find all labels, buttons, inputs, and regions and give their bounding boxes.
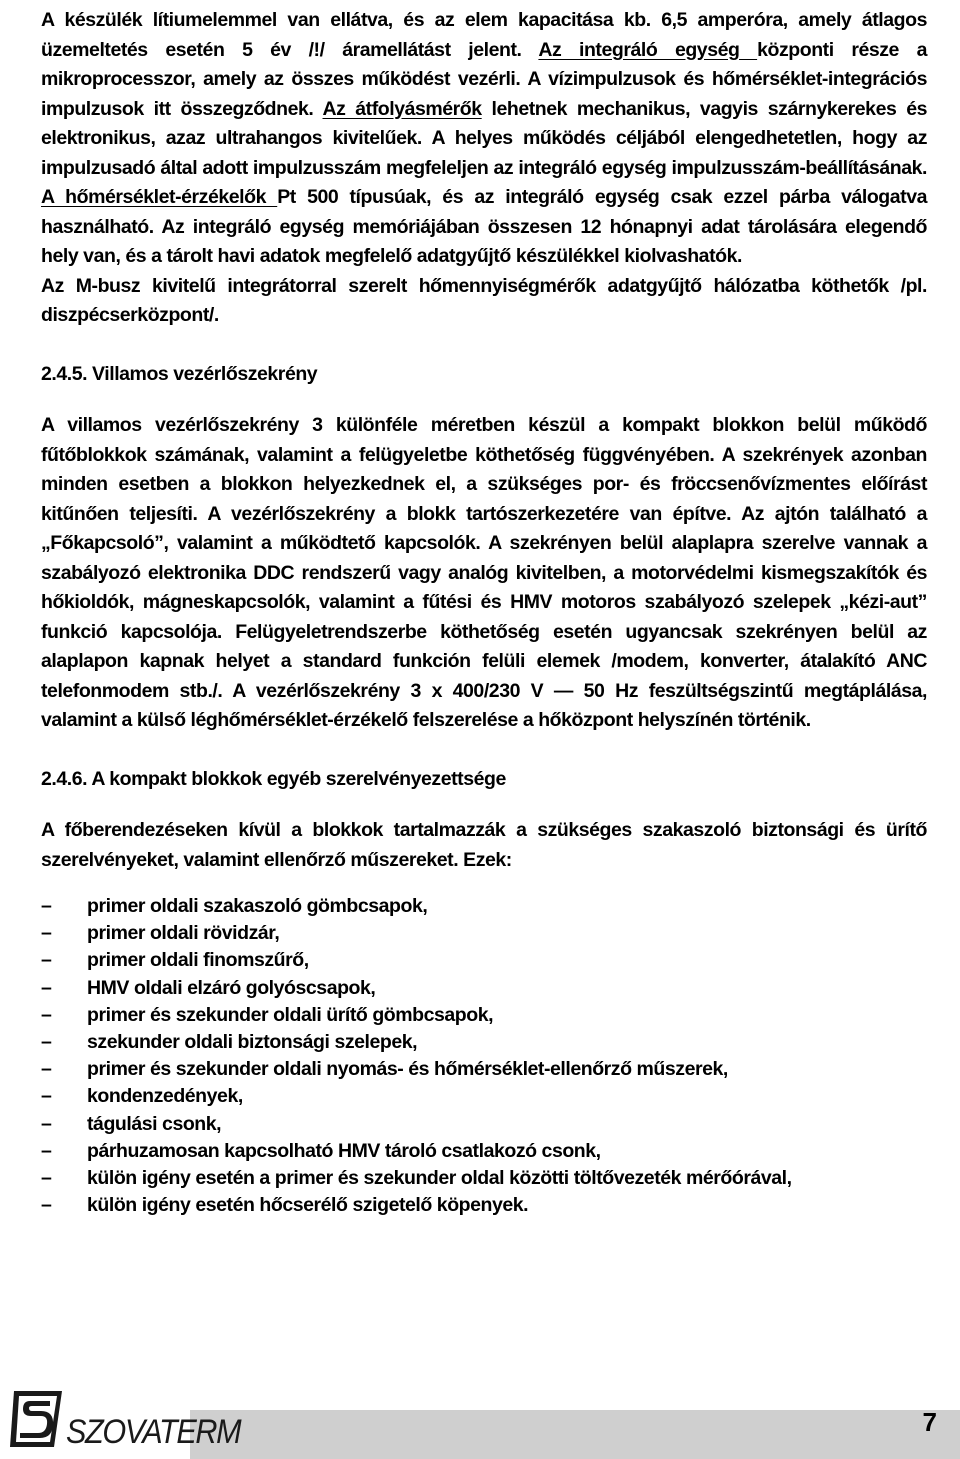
underlined-term-flowmeters: Az átfolyásmérők bbox=[322, 97, 482, 120]
list-item: – szekunder oldali biztonsági szelepek, bbox=[41, 1029, 927, 1056]
paragraph-mbus: Az M-busz kivitelű integrátorral szerelt hőmennyiségmérők adatgyűjtő hálózatba köthetők /pl. diszpécserközpont/. bbox=[41, 274, 927, 326]
szovaterm-logo-icon bbox=[10, 1383, 74, 1451]
list-item: – primer oldali finomszűrő, bbox=[41, 947, 927, 974]
text-run: lehetnek mechanikus, vagyis szárnykerekes és elektronikus, azaz ultrahangos kivitelűek. A helyes működés céljából elengedhetetlen, hogy az impulzusadó által adott impulzusszám megfeleljen az integráló egység impulzusszám-beállításának. bbox=[41, 97, 928, 179]
list-item: – párhuzamosan kapcsolható HMV tároló csatlakozó csonk, bbox=[41, 1138, 927, 1165]
paragraph-integrator bbox=[41, 6, 927, 272]
document-page bbox=[41, 6, 927, 1219]
list-item: – tágulási csonk, bbox=[41, 1111, 927, 1138]
list-item: – HMV oldali elzáró golyóscsapok, bbox=[41, 975, 927, 1002]
list-item: – kondenzedények, bbox=[41, 1083, 927, 1110]
footer-bar bbox=[190, 1410, 960, 1459]
section-heading-2-4-6: 2.4.6. A kompakt blokkok egyéb szerelvényezettsége bbox=[41, 767, 506, 790]
text-run: központi része a mikroprocesszor, amely az összes működést vezérli. A vízimpulzusok és hőmérséklet-integrációs impulzusok itt összegződnek. bbox=[41, 38, 927, 120]
list-item: – külön igény esetén hőcserélő szigetelő köpenyek. bbox=[41, 1192, 927, 1219]
fittings-list bbox=[41, 893, 927, 1219]
page-number: 7 bbox=[922, 1407, 937, 1437]
text-run: A készülék lítiumelemmel van ellátva, és az elem kapacitása kb. 6,5 amperóra, amely átlagos üzemeltetés esetén 5 év /!/ áramellátást jelent. bbox=[41, 9, 927, 61]
list-item: – külön igény esetén a primer és szekunder oldal közötti töltővezeték mérőórával, bbox=[41, 1165, 927, 1192]
list-item: – primer és szekunder oldali nyomás- és hőmérséklet-ellenőrző műszerek, bbox=[41, 1056, 927, 1083]
page-footer bbox=[0, 1383, 960, 1459]
list-item: – primer oldali szakaszoló gömbcsapok, bbox=[41, 893, 927, 920]
list-item: – primer oldali rövidzár, bbox=[41, 920, 927, 947]
underlined-term-integrator: Az integráló egység bbox=[538, 38, 758, 61]
paragraph-control-cabinet: A villamos vezérlőszekrény 3 különféle méretben készül a kompakt blokkon belül működő fűtőblokkok számának, valamint a felügyeletbe köthetőség függvényében. A szekrények azonban minden esetben a blokkon helyezkednek el, a szükséges por- és fröccsenővízmentes előírást kitűnően teljesíti. A vezérlőszekrény a blokk tartószerkezetére van építve. Az ajtón található a „Főkapcsoló”, valamint a működtető kapcsolók. A szekrényen belül alaplapra szerelve vannak a szabályozó elektronika DDC rendszerű vagy analóg kivitelben, a motorvédelmi kismegszakítók és hőkioldók, mágneskapcsolók, valamint a fűtési és HMV motoros szabályozó szelepek „kézi-aut” funkció kapcsolója. Felügyeletrendszerbe köthetőség esetén ugyancsak szekrényen belül az alaplapon kapnak helyet a standard funkción felüli elemek /modem, konverter, átalakító ANC telefonmodem stb./. A vezérlőszekrény 3 x 400/230 V — 50 Hz feszültségszintű megtáplálása, valamint a külső léghőmérséklet-érzékelő felszerelése a hőközpont helyszínén történik. bbox=[41, 414, 927, 731]
list-item: – primer és szekunder oldali ürítő gömbcsapok, bbox=[41, 1002, 927, 1029]
section-heading-2-4-5: 2.4.5. Villamos vezérlőszekrény bbox=[41, 362, 318, 385]
text-run: Pt 500 típusúak, és az integráló egység csak ezzel párba válogatva használható. Az integráló egység memóriájában összesen 12 hónapnyi adat tárolására elegendő hely van, és a tárolt havi adatok megfelelő adatgyűjtő készülékkel kiolvashatók. bbox=[41, 186, 927, 267]
paragraph-fittings-intro: A főberendezéseken kívül a blokkok tartalmazzák a szükséges szakaszoló biztonsági és ürítő szerelvényeket, valamint ellenőrző műszereket. Ezek: bbox=[41, 819, 927, 871]
company-logo-text: SZOVATERM bbox=[66, 1413, 241, 1451]
underlined-term-temperature-sensors: A hőmérséklet-érzékelők bbox=[41, 186, 278, 208]
